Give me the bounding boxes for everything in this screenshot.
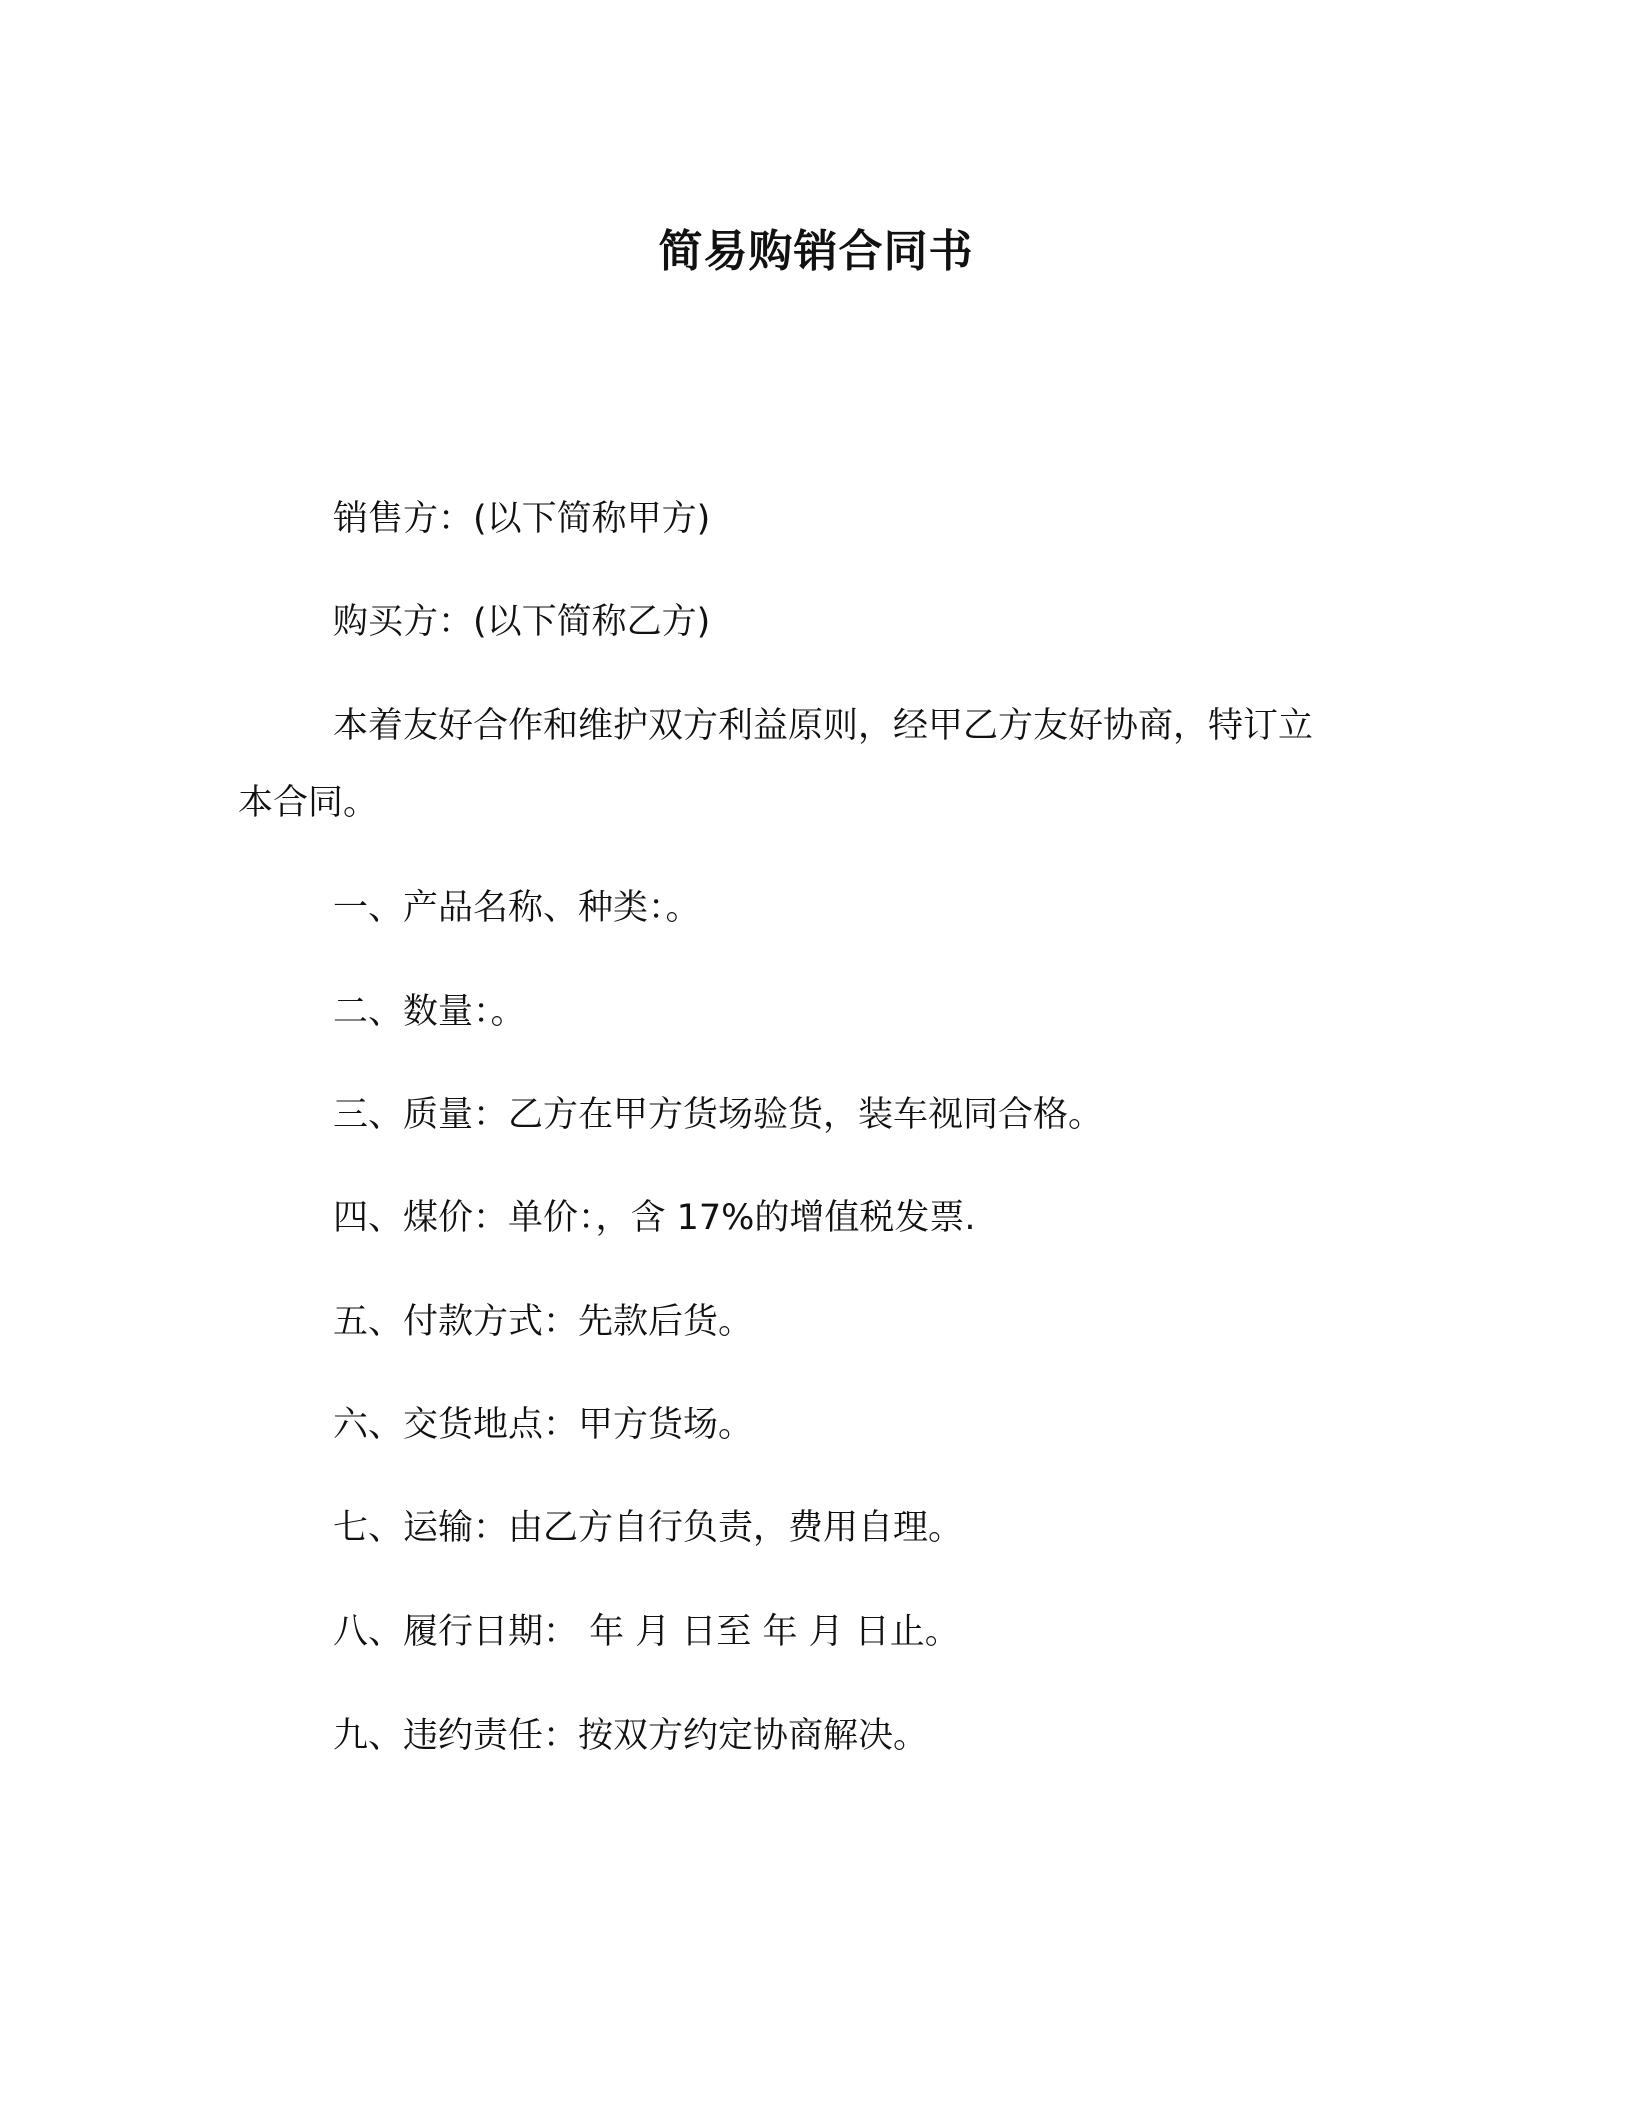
clause-1: 一、产品名称、种类：。	[333, 888, 701, 928]
seller-line: 销售方：(以下简称甲方)	[333, 499, 711, 539]
clause-2: 二、数量：。	[333, 992, 526, 1032]
clause-5: 五、付款方式：先款后货。	[333, 1302, 754, 1342]
clause-6: 六、交货地点：甲方货场。	[333, 1405, 754, 1445]
clause-4: 四、煤价：单价：，含 17%的增值税发票.	[333, 1198, 976, 1238]
document-title: 简易购销合同书	[658, 226, 974, 277]
clause-3: 三、质量：乙方在甲方货场验货，装车视同合格。	[333, 1095, 1104, 1135]
intro-paragraph-line-2: 本合同。	[238, 783, 379, 823]
clause-8: 八、履行日期： 年 月 日至 年 月 日止。	[333, 1612, 960, 1652]
intro-paragraph-line-1: 本着友好合作和维护双方利益原则，经甲乙方友好协商，特订立	[333, 706, 1314, 746]
clause-7: 七、运输：由乙方自行负责，费用自理。	[333, 1508, 964, 1548]
buyer-line: 购买方：(以下简称乙方)	[333, 602, 711, 642]
clause-9: 九、违约责任：按双方约定协商解决。	[333, 1716, 929, 1756]
